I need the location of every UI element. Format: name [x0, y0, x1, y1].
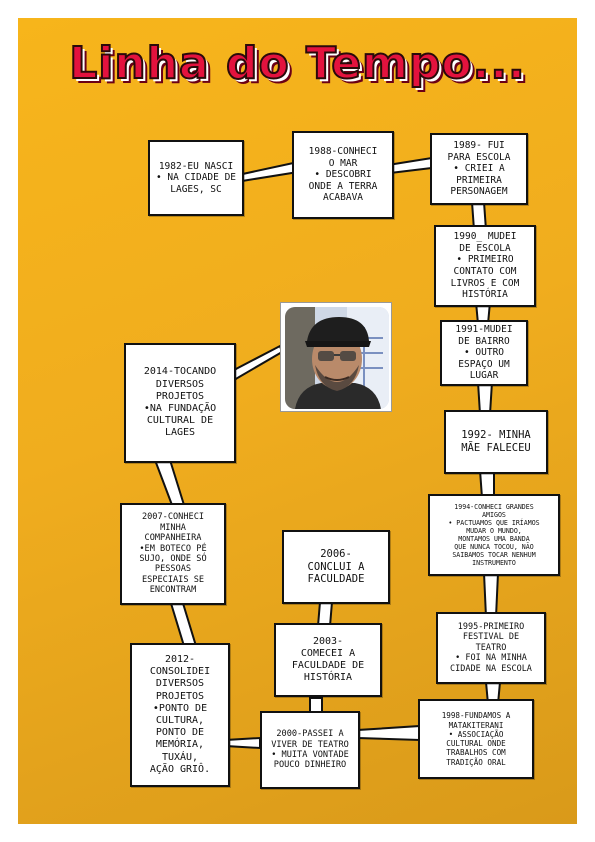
event-text-line: 1982-EU NASCI — [158, 160, 234, 172]
page-title: Linha do Tempo... — [69, 38, 526, 89]
event-1992 — [444, 410, 548, 474]
event-1998 — [418, 699, 534, 779]
event-text-line: ESPECIAIS SE — [141, 574, 205, 585]
event-1994 — [428, 494, 560, 576]
event-text-line: TUXÁU, — [161, 751, 199, 763]
event-text-line: 2000-PASSEI A — [276, 729, 344, 740]
event-text-line: PROJETOS — [155, 690, 205, 702]
connector — [155, 460, 184, 505]
event-2000 — [260, 711, 360, 789]
portrait-photo-icon — [285, 307, 389, 409]
event-text-line: CULTURAL DE — [146, 415, 214, 427]
event-text-line: MONTAMOS UMA BANDA — [458, 535, 530, 543]
event-text-line: HISTÓRIA — [303, 672, 353, 684]
event-text-line: CULTURA, — [155, 715, 205, 726]
event-text-line: 1990_ MUDEI — [453, 231, 517, 243]
connector — [170, 600, 196, 646]
event-text-line: MÃE FALECEU — [461, 442, 531, 454]
event-text-line: AMIGOS — [482, 510, 506, 519]
event-text-line: PROJETOS — [155, 390, 205, 402]
event-text-line: O MAR — [328, 157, 358, 169]
event-text-line: LAGES, SC — [170, 183, 222, 195]
event-text-line: 1998-FUNDAMOS A — [441, 711, 511, 721]
event-text-line: ENCONTRAM — [149, 585, 197, 596]
event-text-line: MEMÓRIA, — [155, 739, 205, 751]
connector — [358, 726, 420, 740]
event-text-line: • NA CIDADE DE — [155, 172, 237, 184]
event-text-line: 1995-PRIMEIRO — [457, 622, 525, 633]
event-text-line: POUCO DINHEIRO — [273, 760, 347, 771]
event-text-line: CONTATO COM — [453, 266, 517, 277]
event-text-line: FACULDADE DE — [291, 660, 365, 671]
event-text-line: 2003- — [312, 635, 344, 647]
event-text-line: HISTÓRIA — [462, 289, 508, 301]
event-text-line: PONTO DE — [155, 727, 205, 739]
event-text-line: CONSOLIDEI — [149, 666, 211, 678]
event-text-line: PESSOAS — [154, 564, 192, 575]
event-text-line: 2012- — [164, 654, 196, 666]
event-text-line: • ASSOCIAÇÃO — [448, 729, 504, 739]
event-text-line: TRADIÇÃO ORAL — [446, 757, 506, 767]
event-text-line: • DESCOBRI — [314, 169, 372, 181]
event-text-line: 2014-TOCANDO — [143, 366, 217, 378]
event-text-line: •EM BOTECO PÉ — [139, 543, 207, 554]
event-text-line: VIVER DE TEATRO — [271, 739, 349, 750]
event-text-line: INSTRUMENTO — [472, 559, 516, 568]
event-text-line: 2006- — [320, 547, 352, 560]
event-text-line: • CRIEI A — [453, 163, 505, 175]
event-text-line: • PACTUAMOS QUE IRÍAMOS — [448, 518, 540, 527]
event-text-line: DE ESCOLA — [459, 242, 511, 254]
event-text-line: COMECEI A — [300, 647, 356, 659]
event-text-line: FACULDADE — [307, 573, 365, 586]
event-1990 — [434, 225, 536, 307]
event-1991 — [440, 320, 528, 386]
event-text-line: ESPAÇO UM — [458, 358, 510, 370]
event-text-line: COMPANHEIRA — [144, 533, 202, 544]
event-text-line: SAIBAMOS TOCAR NENHUM — [452, 551, 536, 560]
event-2007 — [120, 503, 226, 605]
event-text-line: 1991-MUDEI — [455, 324, 513, 336]
event-text-line: • MUITA VONTADE — [271, 750, 349, 760]
event-text-line: • OUTRO — [463, 347, 505, 359]
event-text-line: LUGAR — [469, 370, 499, 382]
event-text-line: TEATRO — [475, 642, 507, 653]
event-text-line: AÇÃO GRIÔ. — [149, 763, 211, 775]
event-2003 — [274, 623, 382, 697]
event-text-line: QUE NUNCA TOCOU, NÃO — [454, 543, 534, 552]
event-text-line: 1989- FUI — [453, 140, 505, 152]
event-text-line: PERSONAGEM — [450, 186, 508, 198]
connector — [484, 573, 498, 617]
event-2006 — [282, 530, 390, 604]
event-text-line: LAGES — [164, 427, 196, 439]
event-text-line: CONCLUI A — [307, 560, 365, 573]
event-1995 — [436, 612, 546, 684]
event-1982 — [148, 140, 244, 216]
event-text-line: SUJO, ONDE SÓ — [139, 554, 207, 564]
connector — [226, 738, 260, 748]
event-text-line: 1992- MINHA — [461, 429, 531, 442]
event-text-line: PRIMEIRA — [456, 174, 502, 186]
event-1988 — [292, 131, 394, 219]
event-text-line: DE BAIRRO — [458, 335, 510, 347]
event-2012 — [130, 643, 230, 787]
event-text-line: MINHA — [160, 522, 186, 533]
connector — [234, 346, 282, 380]
event-text-line: CULTURAL ONDE — [446, 739, 506, 748]
event-1989 — [430, 133, 528, 205]
event-text-line: LIVROS E COM — [450, 277, 520, 289]
event-2014 — [124, 343, 236, 463]
event-text-line: TRABALHOS COM — [446, 748, 506, 758]
event-text-line: •PONTO DE — [152, 702, 208, 714]
event-text-line: • PRIMEIRO — [456, 254, 514, 266]
event-text-line: 1994-CONHECI GRANDES — [454, 502, 534, 511]
event-text-line: DIVERSOS — [155, 378, 205, 390]
event-text-line: FESTIVAL DE — [462, 632, 520, 643]
event-text-line: ACABAVA — [322, 192, 364, 204]
portrait-photo — [280, 302, 392, 412]
event-text-line: 2007-CONHECI — [141, 512, 205, 523]
event-text-line: MATAKITERANI — [448, 720, 504, 730]
connector — [238, 162, 298, 181]
event-text-line: CIDADE NA ESCOLA — [450, 663, 532, 674]
event-text-line: ONDE A TERRA — [308, 180, 378, 192]
event-text-line: PARA ESCOLA — [447, 151, 511, 163]
event-text-line: DIVERSOS — [155, 678, 205, 690]
event-text-line: 1988-CONHECI — [308, 146, 378, 158]
event-text-line: •NA FUNDAÇÃO — [143, 403, 217, 414]
event-text-line: • FOI NA MINHA — [455, 653, 527, 664]
event-text-line: MUDAR O MUNDO, — [466, 526, 522, 535]
